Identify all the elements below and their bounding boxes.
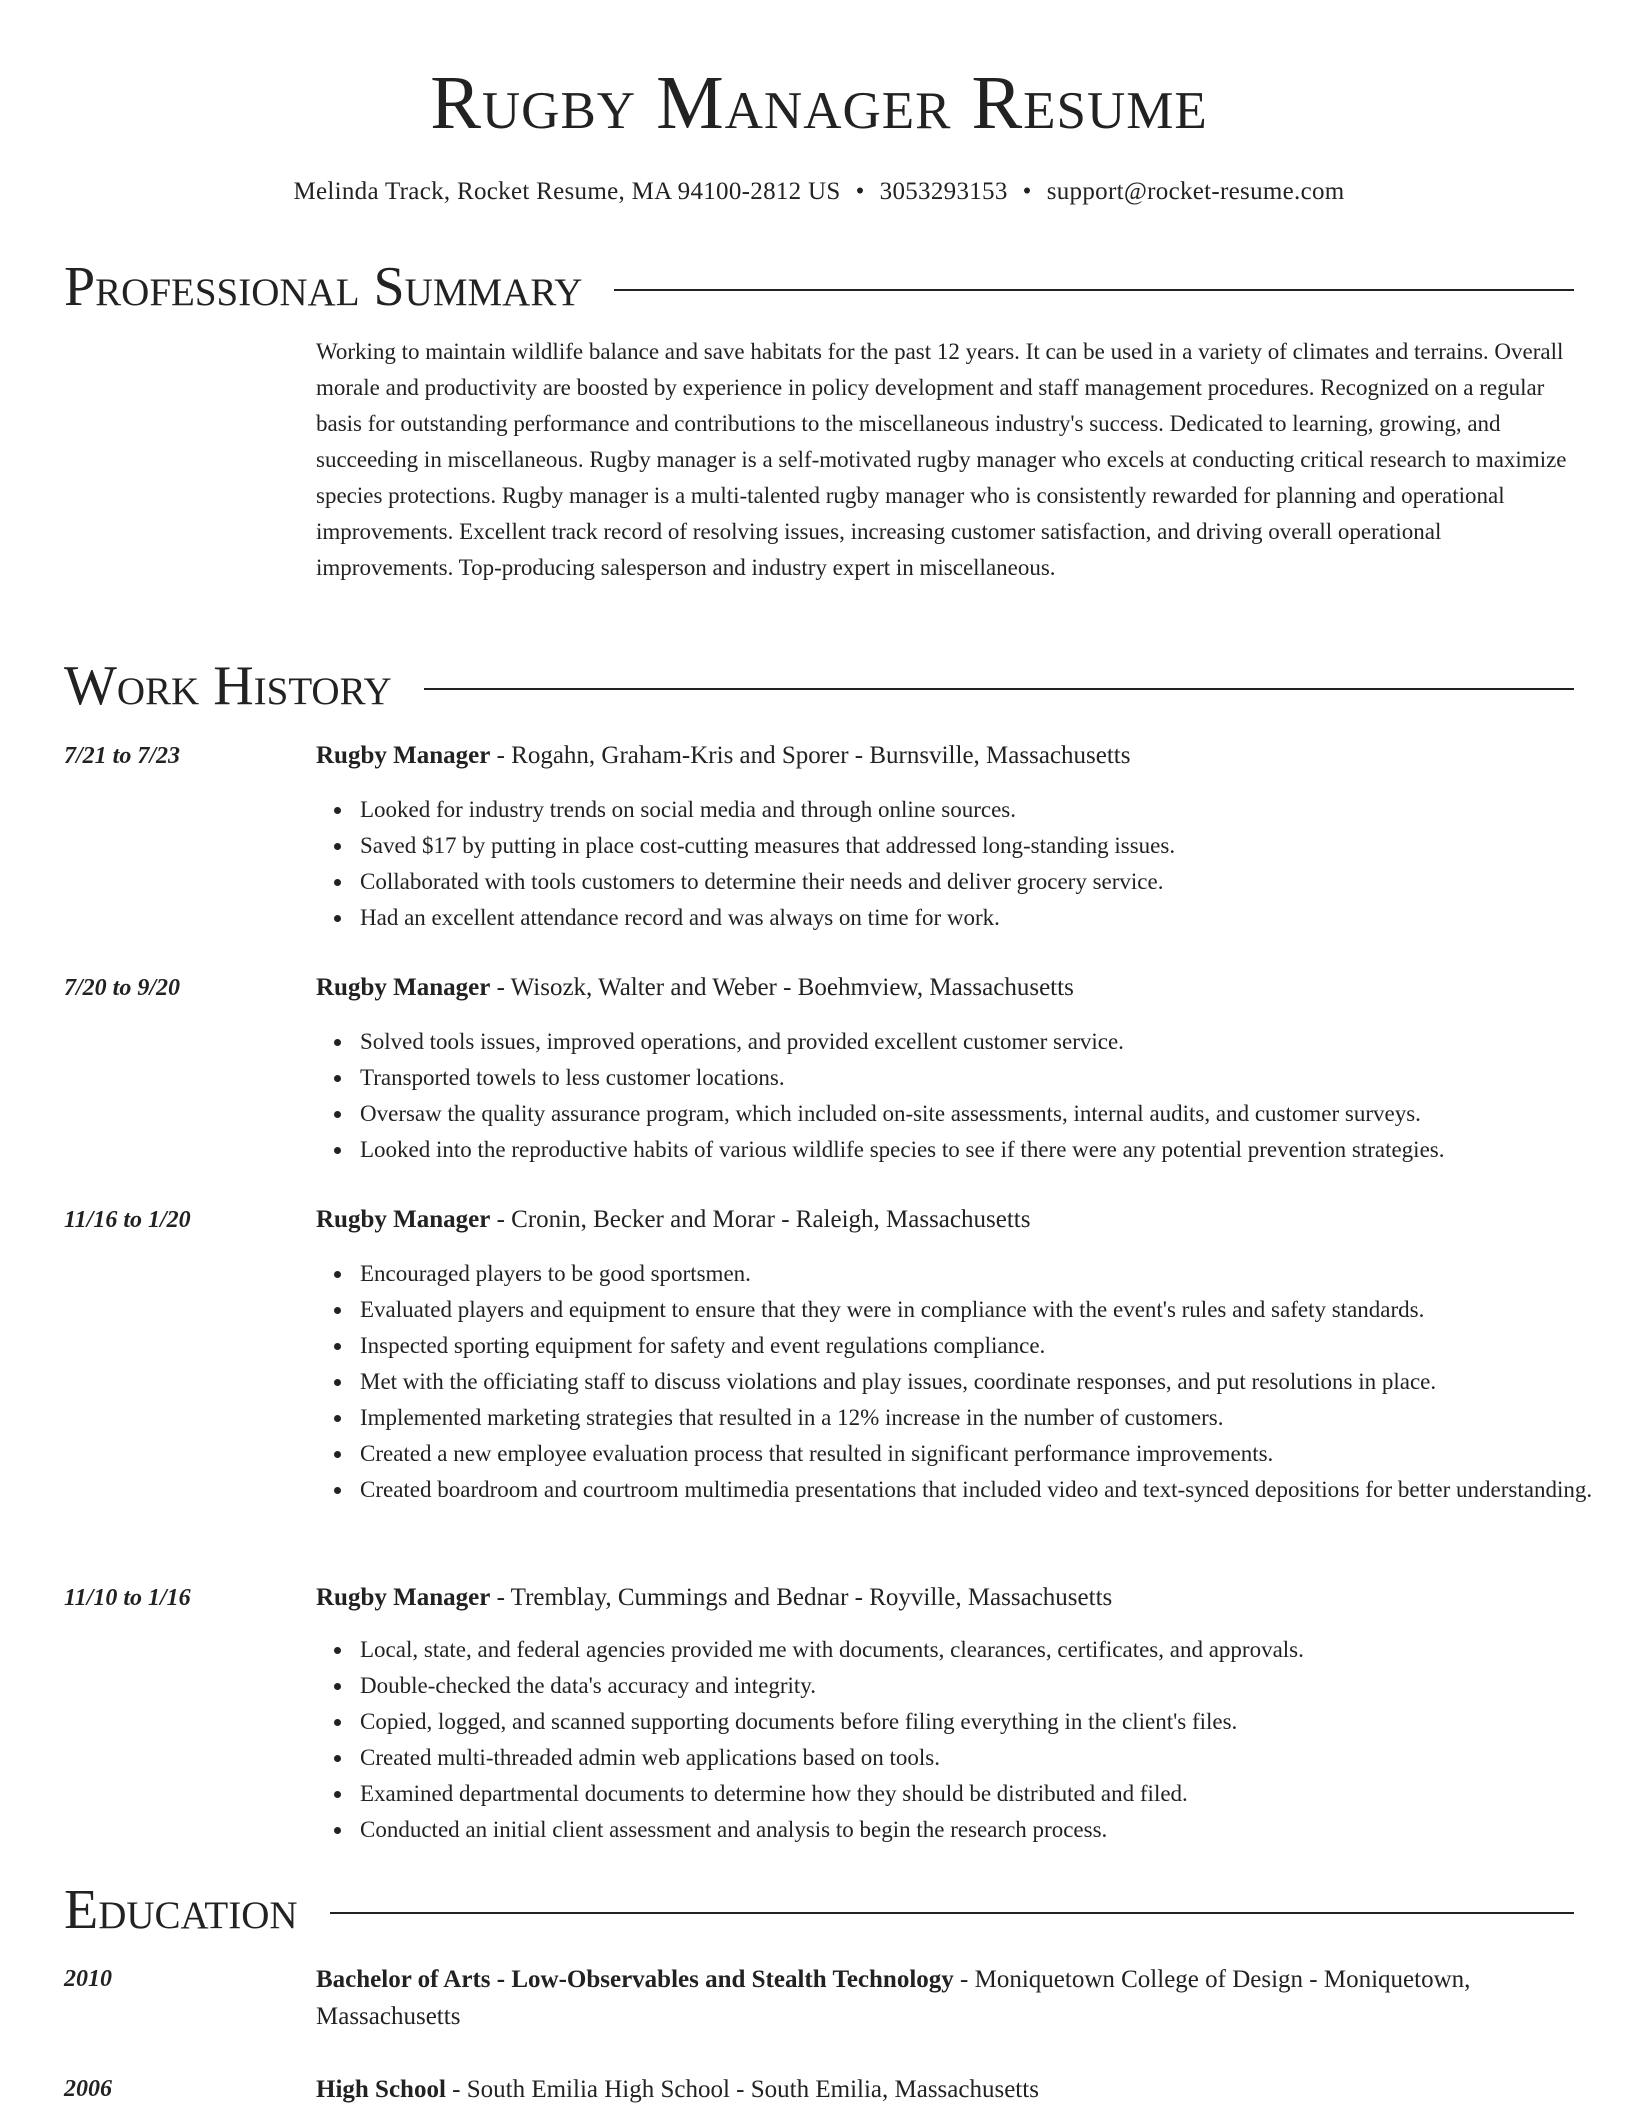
job-details: - Tremblay, Cummings and Bednar - Royville, Massachusetts bbox=[490, 1584, 1113, 1611]
job-bullet: Met with the officiating staff to discuss violations and play issues, coordinate responses, and put resolutions in place. bbox=[360, 1364, 1622, 1400]
education-degree: High School bbox=[316, 2076, 446, 2103]
education-year: 2010 bbox=[64, 1966, 112, 1992]
education-details: - Moniquetown College of Design - Moniquetown, Massachusetts bbox=[316, 1966, 1471, 2030]
job-title: Rugby Manager bbox=[316, 974, 491, 1001]
job-bullet: Solved tools issues, improved operations, and provided excellent customer service. bbox=[360, 1024, 1622, 1060]
section-divider bbox=[330, 1912, 1574, 1914]
job-bullets bbox=[316, 792, 1622, 936]
resume-title: Rugby Manager Resume bbox=[430, 61, 1208, 145]
work-dates: 7/20 to 9/20 bbox=[64, 975, 181, 1001]
summary-text: Working to maintain wildlife balance and save habitats for the past 12 years. It can be used in a variety of climates and terrains. Overall morale and productivity are boosted by experience in policy development and staff management procedures. Recognized on a regular basis for outstanding performance and contributions to the miscellaneous industry's success. Dedicated to learning, growing, and succeeding in miscellaneous. Rugby manager is a self-motivated rugby manager who excels at conducting critical research to maximize species protections. Rugby manager is a multi-talented rugby manager who is consistently rewarded for planning and operational improvements. Excellent track record of resolving issues, increasing customer satisfaction, and driving overall operational improvements. Top-producing salesperson and industry expert in miscellaneous. bbox=[316, 339, 1567, 580]
work-heading: Work History bbox=[64, 655, 392, 717]
job-title: Rugby Manager bbox=[316, 742, 491, 769]
work-dates: 11/16 to 1/20 bbox=[64, 1207, 191, 1233]
work-heading-line bbox=[316, 738, 1578, 774]
job-details: - Cronin, Becker and Morar - Raleigh, Massachusetts bbox=[490, 1206, 1031, 1233]
section-divider bbox=[424, 688, 1574, 690]
job-details: - Wisozk, Walter and Weber - Boehmview, Massachusetts bbox=[490, 974, 1074, 1001]
job-title: Rugby Manager bbox=[316, 1584, 491, 1611]
job-bullet: Transported towels to less customer locations. bbox=[360, 1060, 1622, 1096]
job-bullet: Looked for industry trends on social media and through online sources. bbox=[360, 792, 1622, 828]
job-bullet: Implemented marketing strategies that resulted in a 12% increase in the number of customers. bbox=[360, 1400, 1622, 1436]
contact-separator: • bbox=[855, 178, 865, 205]
work-dates: 7/21 to 7/23 bbox=[64, 743, 181, 769]
work-heading-line bbox=[316, 970, 1578, 1006]
contact-separator: • bbox=[1022, 178, 1032, 205]
job-bullet: Double-checked the data's accuracy and integrity. bbox=[360, 1668, 1622, 1704]
job-bullet: Created boardroom and courtroom multimedia presentations that included video and text-synced depositions for better understanding. bbox=[360, 1472, 1622, 1508]
job-bullet: Saved $17 by putting in place cost-cutting measures that addressed long-standing issues. bbox=[360, 828, 1622, 864]
work-heading-line bbox=[316, 1202, 1578, 1238]
job-bullet: Oversaw the quality assurance program, which included on-site assessments, internal audits, and customer surveys. bbox=[360, 1096, 1622, 1132]
job-bullet: Conducted an initial client assessment and analysis to begin the research process. bbox=[360, 1812, 1622, 1848]
job-bullet: Local, state, and federal agencies provided me with documents, clearances, certificates, and approvals. bbox=[360, 1632, 1622, 1668]
job-bullet: Created a new employee evaluation process that resulted in significant performance improvements. bbox=[360, 1436, 1622, 1472]
contact-email: support@rocket-resume.com bbox=[1046, 178, 1345, 205]
job-bullet: Created multi-threaded admin web applications based on tools. bbox=[360, 1740, 1622, 1776]
job-bullet: Had an excellent attendance record and was always on time for work. bbox=[360, 900, 1622, 936]
contact-address: Melinda Track, Rocket Resume, MA 94100-2812 US bbox=[293, 178, 841, 205]
work-section-header bbox=[64, 654, 1574, 718]
summary-heading: Professional Summary bbox=[64, 256, 583, 318]
job-bullet: Inspected sporting equipment for safety and event regulations compliance. bbox=[360, 1328, 1622, 1364]
contact-phone: 3053293153 bbox=[879, 178, 1008, 205]
job-bullet: Encouraged players to be good sportsmen. bbox=[360, 1256, 1622, 1292]
job-title: Rugby Manager bbox=[316, 1206, 491, 1233]
education-year: 2006 bbox=[64, 2076, 112, 2102]
job-bullet: Evaluated players and equipment to ensure that they were in compliance with the event's rules and safety standards. bbox=[360, 1292, 1622, 1328]
job-bullets bbox=[316, 1024, 1622, 1168]
job-bullet: Copied, logged, and scanned supporting documents before filing everything in the client's files. bbox=[360, 1704, 1622, 1740]
summary-section-header bbox=[64, 255, 1574, 319]
job-bullets bbox=[316, 1256, 1622, 1508]
job-bullet: Collaborated with tools customers to determine their needs and deliver grocery service. bbox=[360, 864, 1622, 900]
education-line bbox=[316, 1961, 1578, 2035]
contact-line bbox=[64, 176, 1574, 208]
education-heading: Education bbox=[64, 1879, 298, 1941]
work-dates: 11/10 to 1/16 bbox=[64, 1585, 191, 1611]
education-section-header bbox=[64, 1878, 1574, 1942]
education-line bbox=[316, 2071, 1578, 2108]
section-divider bbox=[614, 289, 1574, 291]
job-details: - Rogahn, Graham-Kris and Sporer - Burnsville, Massachusetts bbox=[490, 742, 1131, 769]
work-heading-line bbox=[316, 1580, 1578, 1616]
job-bullet: Examined departmental documents to determine how they should be distributed and filed. bbox=[360, 1776, 1622, 1812]
job-bullet: Looked into the reproductive habits of various wildlife species to see if there were any potential prevention strategies. bbox=[360, 1132, 1622, 1168]
education-degree: Bachelor of Arts - Low-Observables and Stealth Technology bbox=[316, 1966, 954, 1993]
job-bullets bbox=[316, 1632, 1622, 1848]
education-details: - South Emilia High School - South Emilia, Massachusetts bbox=[445, 2076, 1039, 2103]
